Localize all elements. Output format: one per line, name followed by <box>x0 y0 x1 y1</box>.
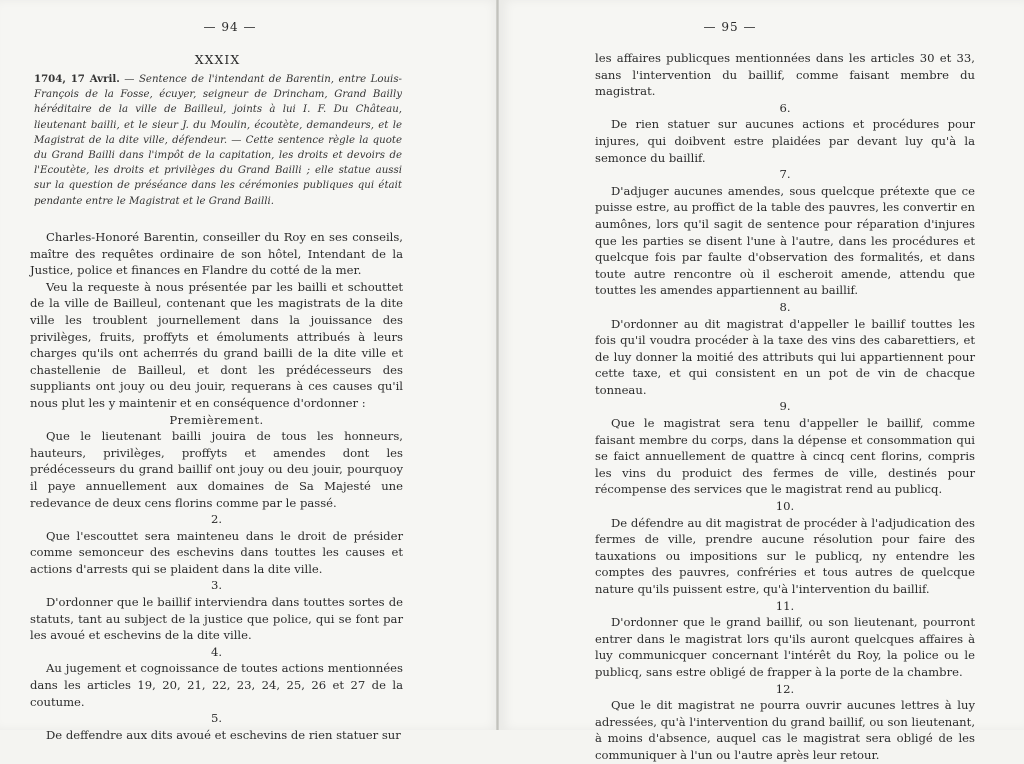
article-8: D'ordonner au dit magistrat d'appeller le baillif touttes les fois qu'il voudra procéder à la taxe des vins des cabarettiers, et de luy donner la moitié des attributs qui lui appartiennent pour cette taxe, et qui consistent en un pot de vin de chacque tonneau. <box>595 316 975 397</box>
chapter-heading: XXXIX <box>194 52 241 67</box>
article-12: Que le dit magistrat ne pourra ouvrir aucunes lettres à luy adressées, qu'à l'intervention du grand baillif, ou son lieutenant, à moins d'absence, auquel cas le magistrat sera obligé de les communiquer à l'un ou l'autre après leur retour. <box>595 698 975 762</box>
left-page <box>0 0 500 742</box>
article-number-4: 4. <box>210 644 223 659</box>
summary-text: — Sentence de l'intendant de Barentin, entre Louis-François de la Fosse, écuyer, seigneur de Drincham, Grand Bailly héréditaire de la ville de Bailleul, joints à lui I. F. Du Château, lieutenant bailli, et le sieur J. du Moulin, écoutète, demandeurs, et le Magistrat de la dite ville, défendeur. — Cette sentence règle la quote du Grand Bailli dans l'impôt de la capitation, les droits et devoirs de l'Ecoutète, les droits et privilèges du Grand Bailli ; elle statue aussi sur la question de préséance dans les cérémonies publiques qui était pendante entre le Magistrat et le Grand Bailli. <box>34 74 402 207</box>
article-number-11: 11. <box>775 598 795 613</box>
article-number-7: 7. <box>779 167 791 182</box>
article-9: Que le magistrat sera tenu d'appeller le baillif, comme faisant membre du corps, dans la dépense et consommation qui se faict annuellement de quattre à cincq cent florins, compris les vins du produict des fermes de ville, destinés pour récompense des services que le magistrat rend au publicq. <box>595 416 975 497</box>
article-number-12: 12. <box>775 681 795 696</box>
right-page <box>500 0 1024 762</box>
article-5-continued: les affaires publicques mentionnées dans les articles 30 et 33, sans l'intervention du baillif, comme faisant membre du magistrat. <box>595 51 975 99</box>
article-2: Que l'escouttet sera mainteneu dans le droit de présider comme semonceur des eschevins dans touttes les causes et actions d'arrests qui se plaident dans la dite ville. <box>30 528 403 576</box>
page-number-left: — 94 — <box>203 20 257 34</box>
summary-abstract <box>34 72 402 209</box>
left-body-text <box>30 229 403 743</box>
article-4: Au jugement et cognoissance de toutes actions mentionnées dans les articles 19, 20, 21, 22, 23, 24, 25, 26 et 27 de la coutume. <box>30 661 403 709</box>
article-number-10: 10. <box>775 499 795 514</box>
article-11: D'ordonner que le grand baillif, ou son lieutenant, pourront entrer dans le magistrat lors qu'ils auront quelcques affaires à luy communicquer concernant l'intérêt du Roy, la police ou le publicq, sans estre obligé de frapper à la porte de la chambre. <box>595 615 975 679</box>
article-6: De rien statuer sur aucunes actions et procédures pour injures, qui doibvent estre plaidées par devant luy qu'à la semonce du baillif. <box>595 117 975 165</box>
article-heading-1: Premièrement. <box>169 412 264 427</box>
article-number-8: 8. <box>779 299 791 314</box>
article-3: D'ordonner que le baillif interviendra dans touttes sortes de statuts, tant au subject de la justice que police, qui se font par les avoué et eschevins de la dite ville. <box>30 595 403 643</box>
article-number-6: 6. <box>779 100 791 115</box>
paragraph-requeste: Veu la requeste à nous présentée par les bailli et schouttet de la ville de Bailleul, contenant que les magistrats de la dite ville les troublent journellement dans la jouissance des privilèges, fruits, proffyts et émoluments attribués à leurs charges qu'ils ont achептés du grand bailli de la dite ville et chastellenie de Bailleul, et dont les prédécesseurs des suppliants ont jouy ou deu jouir, requerans à ces causes qu'il nous plut les y maintenir et en conséquence d'ordonner : <box>30 279 403 410</box>
article-number-3: 3. <box>210 578 223 593</box>
article-10: De défendre au dit magistrat de procéder à l'adjudication des fermes de ville, prendre aucune résolution pour faire des tauxations ou impositions sur le publicq, ny entendre les comptes des pauvres, confréries et tous autres de quelcque nature qu'ils puissent estre, qu'à l'intervention du baillif. <box>595 515 975 596</box>
article-number-2: 2. <box>210 512 223 527</box>
article-7: D'adjuger aucunes amendes, sous quelcque prétexte que ce puisse estre, au proffict de la table des pauvres, les convertir en aumônes, lors qu'il sagit de sentence pour réparation d'injures que les parties se disent l'une à l'autre, dans les procédures et quelcque fois par faulte d'observation des formalités, et dans toute autre rencontre où il escheroit amende, attendu que touttes les amendes appartiennent au baillif. <box>595 183 975 298</box>
summary-date: 1704, 17 Avril. <box>34 73 120 85</box>
article-number-9: 9. <box>779 399 791 414</box>
right-body-text <box>595 50 975 764</box>
paragraph-intro: Charles-Honoré Barentin, conseiller du Roy en ses conseils, maître des requêtes ordinaire de son hôtel, Intendant de la Justice, police et finances en Flandre du cotté de la mer. <box>30 230 403 278</box>
article-5: De deffendre aux dits avoué et eschevins de rien statuer sur <box>46 727 401 742</box>
book-gutter <box>496 0 499 730</box>
page-number-right: — 95 — <box>703 20 757 34</box>
article-1: Que le lieutenant bailli jouira de tous les honneurs, hauteurs, privilèges, proffyts et amendes dont les prédécesseurs du grand baillif ont jouy ou deu jouir, pourquoy il paye annuellement aux domaines de Sa Majesté une redevance de deux cens florins comme par le passé. <box>30 429 403 510</box>
article-number-5: 5. <box>210 711 223 726</box>
